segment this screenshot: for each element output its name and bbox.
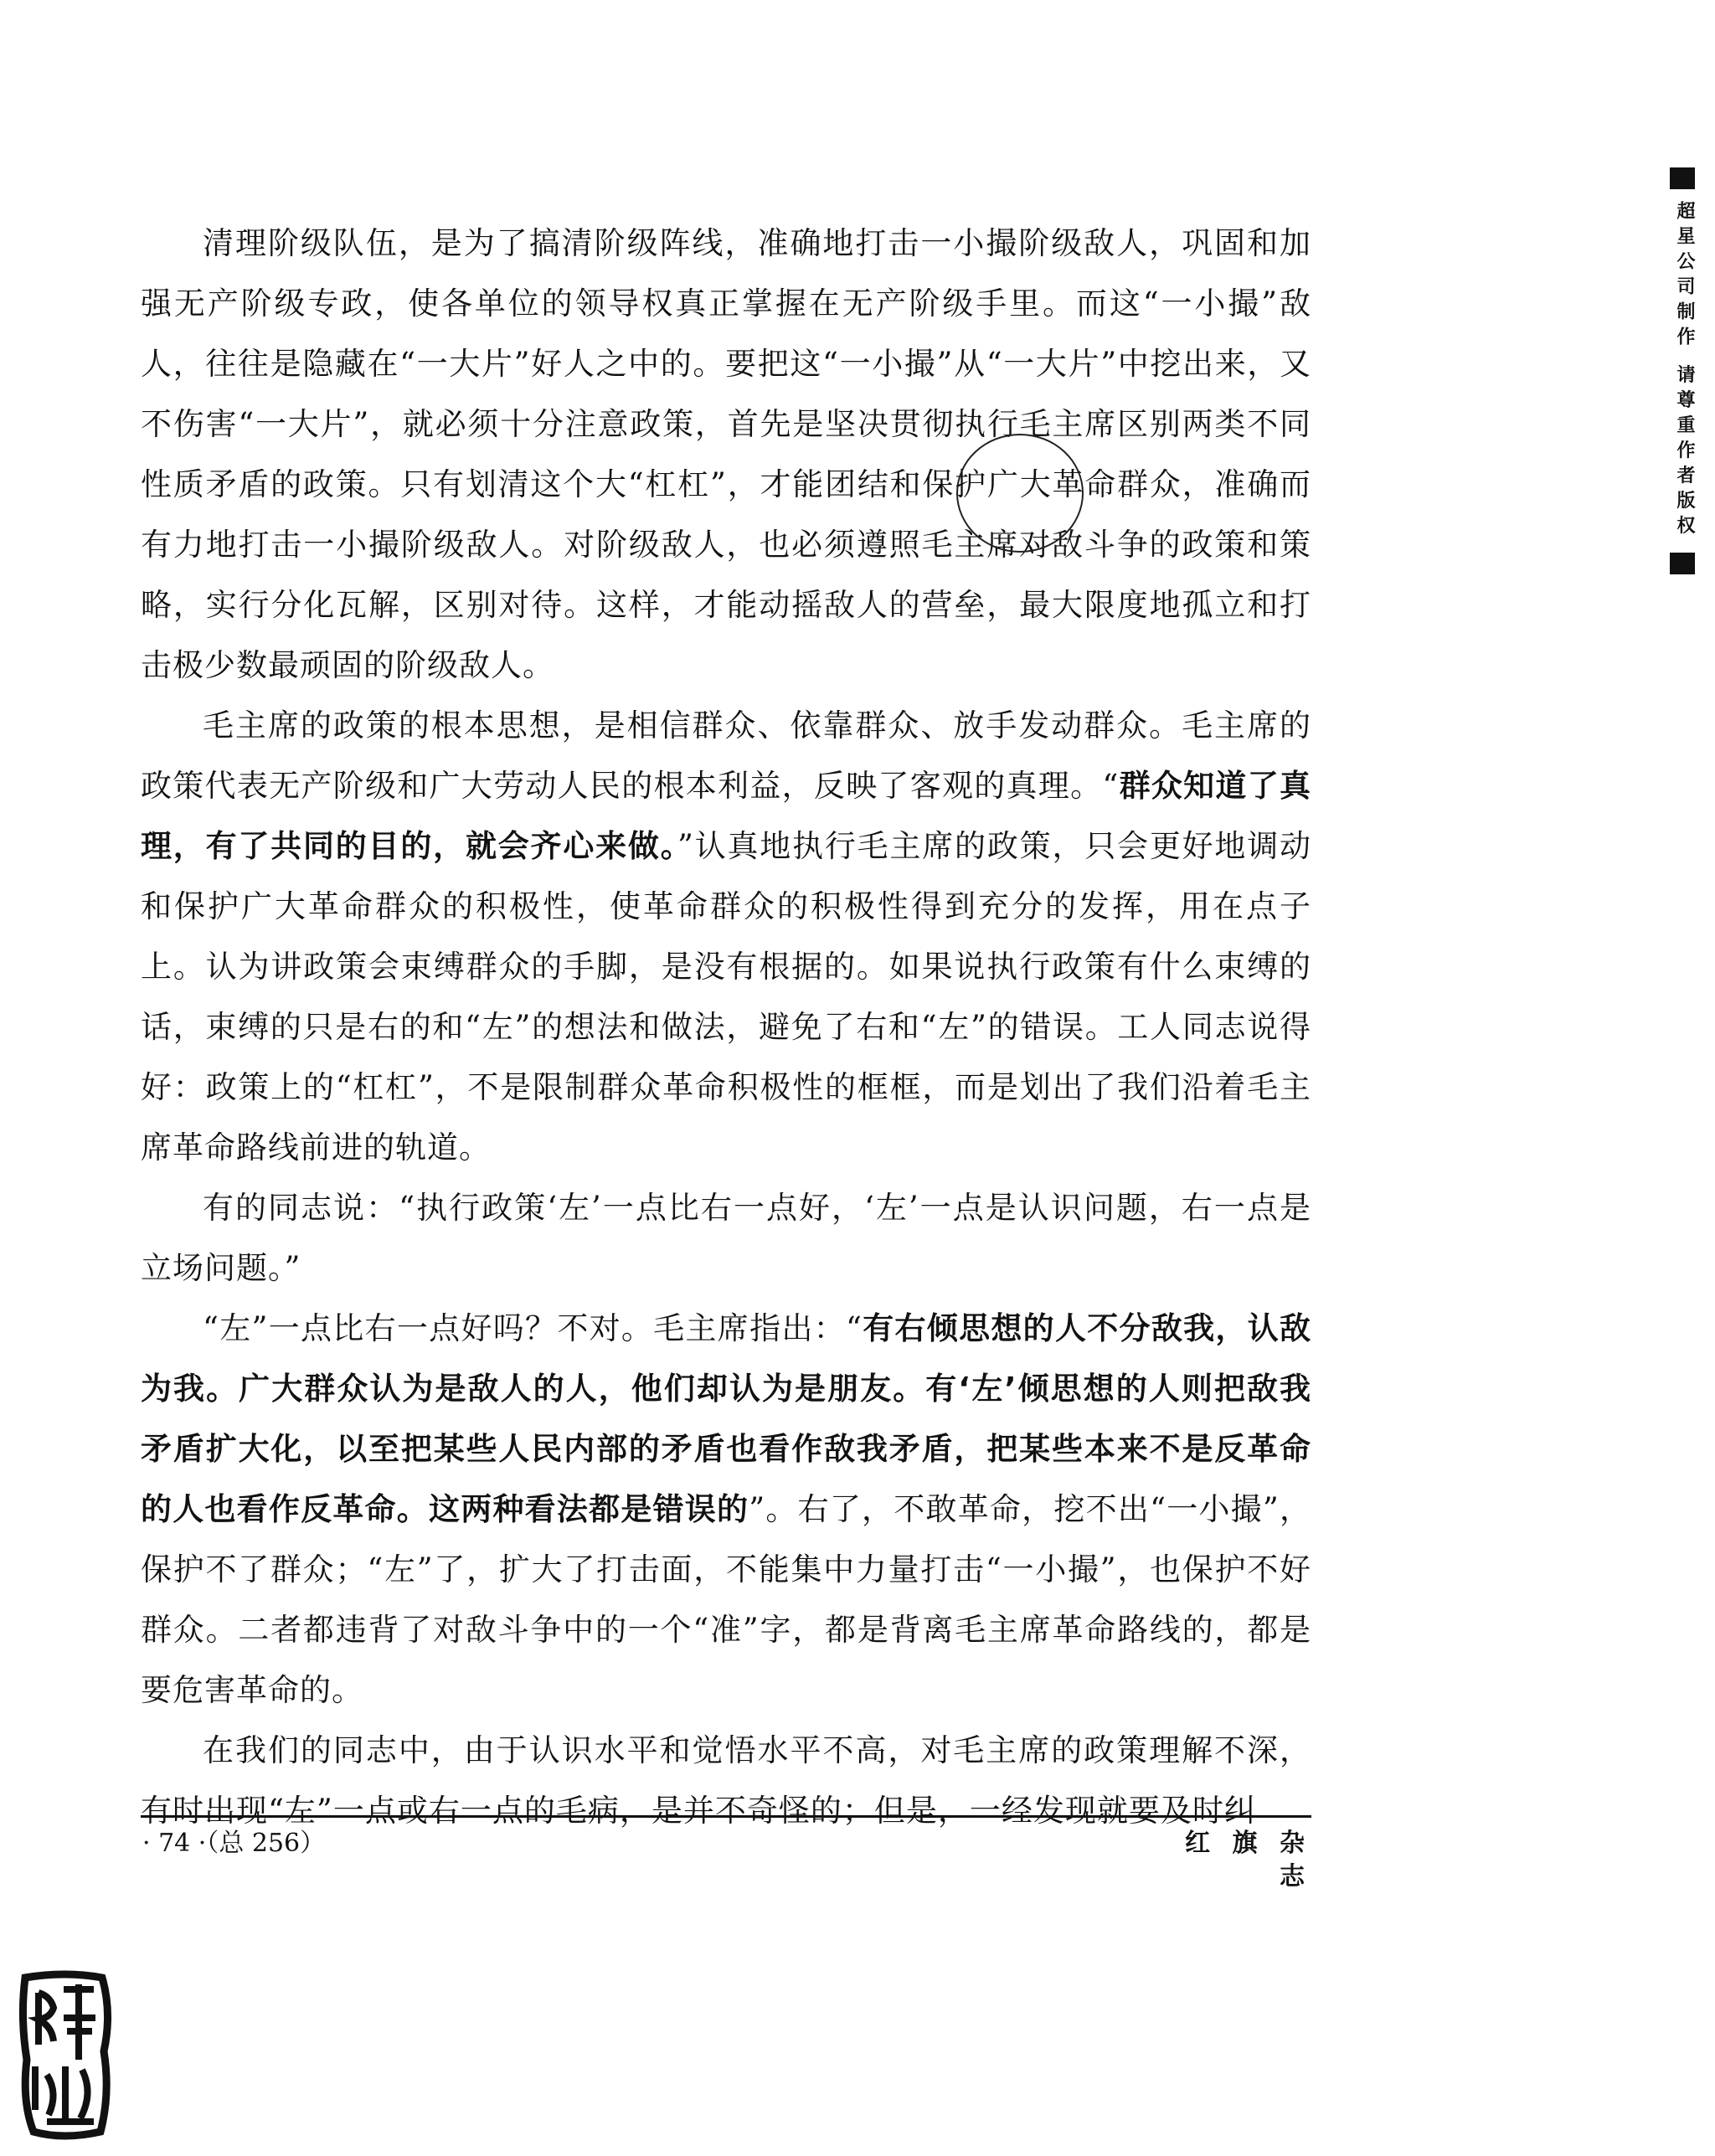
paragraph-2 — [141, 696, 1311, 1178]
side-bar-top — [1670, 167, 1695, 189]
paragraph-4-text-b: ”。右了，不敢革命，挖不出“一小撮”，保护不了群众；“左”了，扩大了打击面，不能集中力量打击“一小撮”，也保护不好群众。二者都违背了对敌斗争中的一个“准”字，都是背离毛主席革命路线的，都是要危害革命的。 — [141, 1491, 1312, 1708]
side-watermark-text: 超星公司制作 请尊重作者版权 — [1674, 201, 1695, 541]
paragraph-4-text-a: “左”一点比右一点好吗？不对。毛主席指出：“ — [203, 1310, 863, 1346]
side-watermark — [1670, 167, 1698, 574]
paragraph-3: 有的同志说：“执行政策‘左’一点比右一点好，‘左’一点是认识问题，右一点是立场问题。” — [141, 1190, 1311, 1286]
paragraph-1: 清理阶级队伍，是为了搞清阶级阵线，准确地打击一小撮阶级敌人，巩固和加强无产阶级专政，使各单位的领导权真正掌握在无产阶级手里。而这“一小撮”敌人，往往是隐藏在“一大片”好人之中的。要把这“一小撮”从“一大片”中挖出来，又不伤害“一大片”，就必须十分注意政策，首先是坚决贯彻执行毛主席区别两类不同性质矛盾的政策。只有划清这个大“杠杠”，才能团结和保护广大革命群众，准确而有力地打击一小撮阶级敌人。对阶级敌人，也必须遵照毛主席对敌斗争的政策和策略，实行分化瓦解，区别对待。这样，才能动摇敌人的营垒，最大限度地孤立和打击极少数最顽固的阶级敌人。 — [141, 225, 1311, 683]
paragraph-4-quote: 有右倾思想的人不分敌我，认敌为我。广大群众认为是敌人的人，他们却认为是朋友。有‘左’倾思想的人则把敌我矛盾扩大化，以至把某些人民内部的矛盾也看作敌我矛盾，把某些本来不是反革命的人也看作反革命。这两种看法都是错误的 — [141, 1310, 1312, 1527]
hand-drawn-circle-annotation — [956, 434, 1084, 553]
paragraph-2-text-a: 毛主席的政策的根本思想，是相信群众、依靠群众、放手发动群众。毛主席的政策代表无产阶级和广大劳动人民的根本利益，反映了客观的真理。“ — [141, 708, 1311, 804]
paragraph-5: 在我们的同志中，由于认识水平和觉悟水平不高，对毛主席的政策理解不深，有时出现“左”一点或右一点的毛病，是并不奇怪的；但是，一经发现就要及时纠 — [141, 1732, 1311, 1829]
paragraph-2-text-b: ”认真地执行毛主席的政策，只会更好地调动和保护广大革命群众的积极性，使革命群众的积极性得到充分的发挥，用在点子上。认为讲政策会束缚群众的手脚，是没有根据的。如果说执行政策有什么束缚的话，束缚的只是右的和“左”的想法和做法，避免了右和“左”的错误。工人同志说得好：政策上的“杠杠”，不是限制群众革命积极性的框框，而是划出了我们沿着毛主席革命路线前进的轨道。 — [141, 828, 1311, 1165]
page-number: · 74 ·（总 256） — [142, 1829, 326, 1858]
footer-rule — [141, 1815, 1311, 1818]
paragraph-2-quote: 群众知道了真理，有了共同的目的，就会齐心来做。 — [141, 768, 1311, 864]
paragraph-4 — [141, 1299, 1311, 1721]
seal-stamp-icon — [13, 1968, 117, 2142]
article-body — [141, 214, 1311, 1841]
journal-name: 红 旗 杂 志 — [1185, 1829, 1311, 1891]
side-bar-bottom — [1670, 553, 1695, 574]
